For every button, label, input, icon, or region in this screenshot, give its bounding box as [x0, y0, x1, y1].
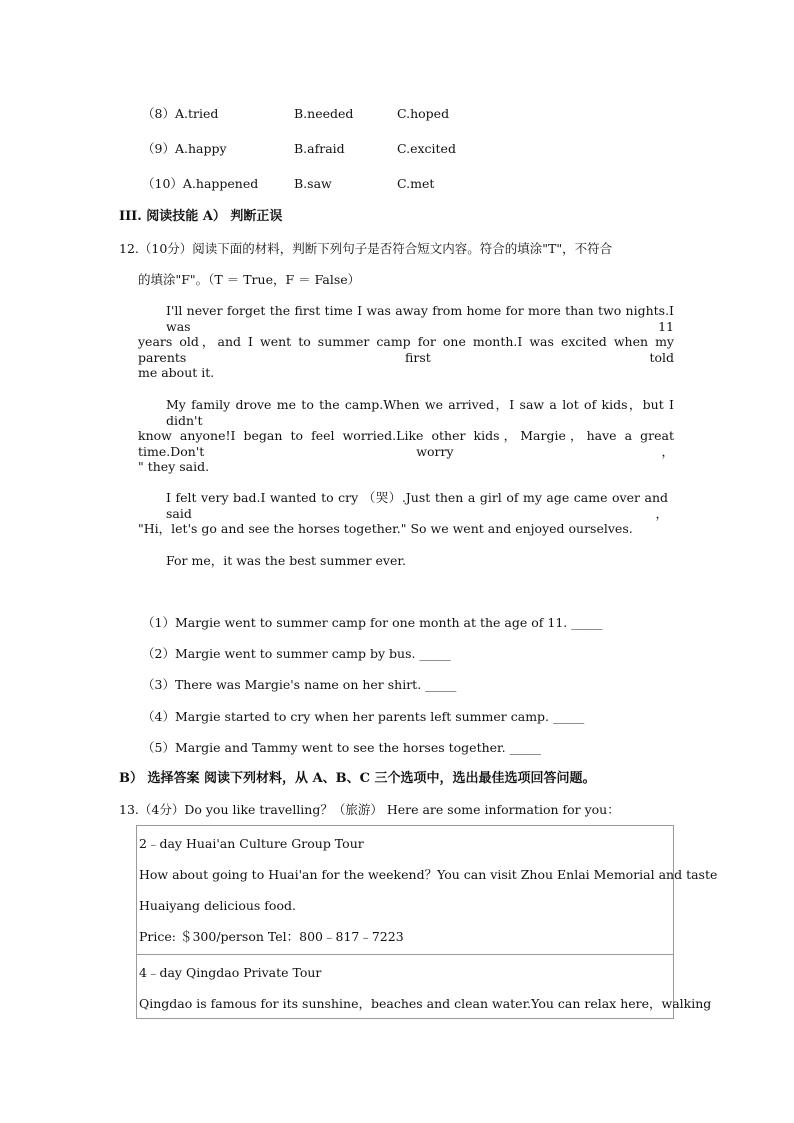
q12-instruction-line2: 的填涂"F"。（T ＝ True，F ＝ False）	[138, 272, 361, 287]
q13-instruction: 13.（4分）Do you like travelling？（旅游） Here are some information for you：	[119, 802, 620, 817]
option-b: B.needed	[294, 106, 354, 121]
option-c: C.hoped	[397, 106, 450, 121]
option-a: （8）A.tried	[142, 106, 219, 121]
statement-item: （1）Margie went to summer camp for one month at the age of 11. _____	[142, 615, 603, 630]
statement-item: （5）Margie and Tammy went to see the horses together. _____	[142, 740, 541, 755]
q12-instruction-line1: 12.（10分）阅读下面的材料，判断下列句子是否符合短文内容。符合的填涂"T"，不符合	[119, 241, 613, 256]
tour2-title: 4﹣day Qingdao Private Tour	[139, 965, 322, 980]
passage-line: years old，and I went to summer camp for one month.I was excited when my parents first told	[138, 334, 674, 365]
passage-line: know anyone!I began to feel worried.Like other kids，Margie，have a great time.Don't worry，	[138, 428, 674, 459]
passage-line: " they said.	[138, 459, 210, 474]
option-c: C.met	[397, 176, 435, 191]
section-heading-reading: III. 阅读技能 A） 判断正误	[119, 209, 283, 224]
tour-info-table	[136, 825, 718, 1019]
statement-item: （4）Margie started to cry when her parents left summer camp. _____	[142, 709, 585, 724]
statement-item: （2）Margie went to summer camp by bus. _____	[142, 646, 451, 661]
passage-line: I'll never forget the first time I was away from home for more than two nights.I was 11	[166, 303, 674, 334]
passage-line: I felt very bad.I wanted to cry （哭）.Just then a girl of my age came over and said，	[166, 490, 668, 521]
statement-item: （3）There was Margie's name on her shirt. _____	[142, 677, 457, 692]
passage-line: For me，it was the best summer ever.	[166, 553, 406, 568]
section-heading-choice: B） 选择答案 阅读下列材料，从 A、B、C 三个选项中，选出最佳选项回答问题。	[119, 771, 596, 786]
passage-line: My family drove me to the camp.When we arrived，I saw a lot of kids，but I didn't	[166, 397, 674, 428]
table-divider	[137, 954, 673, 955]
passage-line: me about it.	[138, 365, 215, 380]
option-a: （9）A.happy	[142, 141, 227, 156]
passage-line: "Hi，let's go and see the horses together." So we went and enjoyed ourselves.	[138, 521, 633, 536]
option-b: B.saw	[294, 176, 332, 191]
tour2-description: Qingdao is famous for its sunshine，beaches and clean water.You can relax here，walking	[139, 996, 712, 1011]
option-b: B.afraid	[294, 141, 345, 156]
tour1-description: How about going to Huai'an for the weekend？You can visit Zhou Enlai Memorial and taste	[139, 867, 718, 882]
option-a: （10）A.happened	[142, 176, 259, 191]
tour1-description-cont: Huaiyang delicious food.	[139, 898, 296, 913]
tour1-title: 2﹣day Huai'an Culture Group Tour	[139, 836, 364, 851]
tour1-price-tel: Price: ＄300/person Tel：800﹣817﹣7223	[139, 929, 404, 944]
option-c: C.excited	[397, 141, 456, 156]
